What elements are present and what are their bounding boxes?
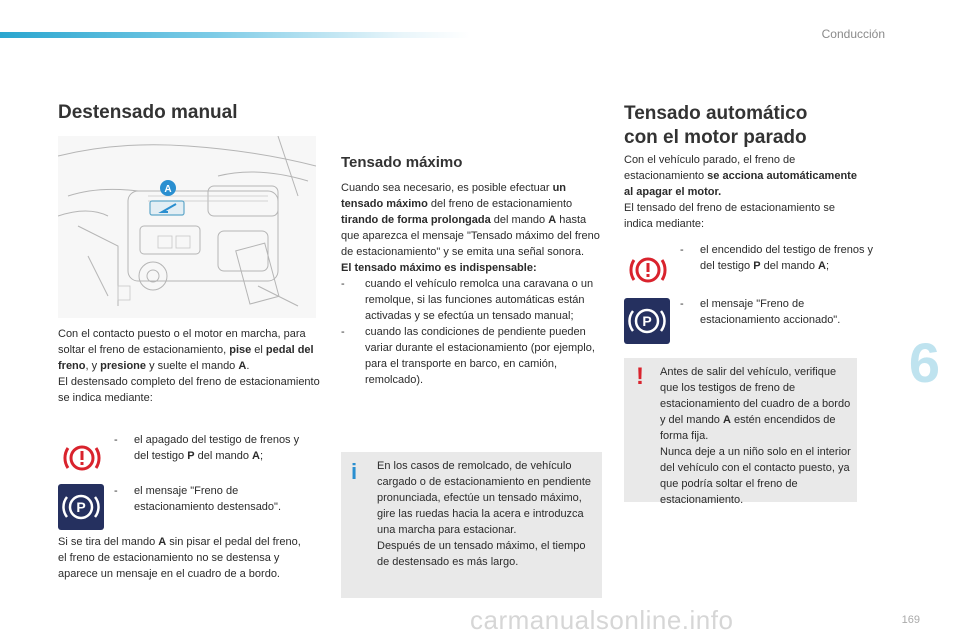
header-accent-bar [0, 32, 470, 38]
middle-bullet-1: - cuando el vehículo remolca una caravana o un remolque, si las funciones automáticas están activadas y se efectúa un tensado manual; [341, 278, 594, 322]
middle-paragraph: Cuando sea necesario, es posible efectuar un tensado máximo del freno de estacionamiento tirando de forma prolongada del mando A hasta que aparezca el mensaje "Tensado máximo del freno de estacionamiento" y se emita una señal sonora. [341, 182, 600, 258]
middle-bullet-2: - cuando las condiciones de pendiente pueden variar durante el estacionamiento (por ejemplo, para el transporte en barco, en camión, remolcado). [341, 326, 595, 386]
svg-text:P: P [642, 313, 652, 329]
info-text: En los casos de remolcado, de vehículo cargado o de estacionamiento en pendiente pronunciada, efectúe un tensado máximo, gire las ruedas hacia la acera e introduzca una marcha para estacionar. Después de un tensado máximo, el tiempo de destensado es más largo. [377, 460, 592, 568]
brake-warning-icon [62, 438, 102, 478]
right-paragraph-1: Con el vehículo parado, el freno de estacionamiento se acciona automáticamente al apagar el motor. [624, 154, 857, 198]
right-paragraph-2: El tensado del freno de estacionamiento se indica mediante: [624, 202, 835, 230]
brake-warning-icon [628, 250, 668, 290]
section-title: Conducción [821, 27, 885, 41]
left-outro: Si se tira del mando A sin pisar el pedal del freno, el freno de estacionamiento no se destensa y aparece un mensaje en el cuadro de a bordo. [58, 536, 301, 580]
left-item-2: - el mensaje "Freno de estacionamiento destensado". [114, 485, 282, 513]
info-icon: i [351, 459, 358, 484]
callout-a-label: A [164, 184, 172, 195]
right-item-1: - el encendido del testigo de frenos y del testigo P del mando A; [680, 244, 874, 272]
right-item-2: - el mensaje "Freno de estacionamiento accionado". [680, 298, 841, 326]
info-note [341, 452, 602, 598]
left-item-1: - el apagado del testigo de frenos y del testigo P del mando A; [114, 434, 300, 462]
watermark: carmanualsonline.info [470, 605, 734, 635]
page-number: 169 [901, 614, 920, 626]
console-drawing [58, 136, 316, 318]
left-intro-paragraph: Con el contacto puesto o el motor en marcha, para soltar el freno de estacionamiento, pise el pedal del freno, y presione y suelte el mando A. [58, 328, 314, 372]
warning-text: Antes de salir del vehículo, verifique que los testigos de freno de estacionamiento del cuadro de a bordo y del mando A estén encendidos de forma fija. Nunca deje a un niño solo en el interior del vehículo con el contacto puesto, ya que podría soltar el freno de estacionamiento. [660, 366, 851, 506]
middle-title: Tensado máximo [341, 154, 463, 171]
svg-text:P: P [76, 499, 86, 515]
left-intro-paragraph-2: El destensado completo del freno de estacionamiento se indica mediante: [58, 376, 320, 404]
chapter-number: 6 [908, 331, 940, 394]
left-intro [58, 326, 320, 406]
right-body [624, 152, 864, 232]
middle-indispensable: El tensado máximo es indispensable: [341, 262, 537, 274]
parking-brake-icon [58, 484, 104, 530]
middle-body [341, 180, 603, 388]
warning-icon: ! [636, 363, 644, 390]
warning-note [624, 358, 857, 506]
left-title: Destensado manual [58, 102, 238, 123]
parking-brake-icon [624, 298, 670, 344]
dashboard-illustration [58, 136, 316, 318]
right-title: Tensado automático con el motor parado [624, 103, 808, 148]
